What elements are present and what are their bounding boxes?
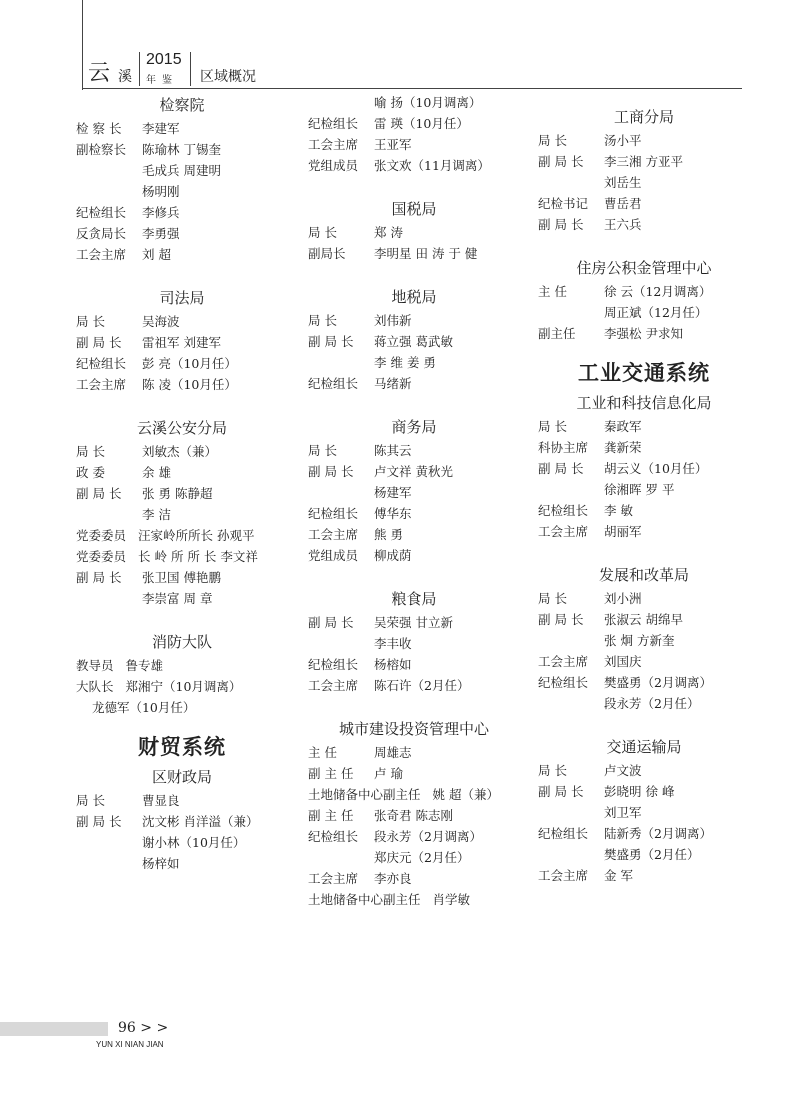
personnel-row xyxy=(308,134,520,155)
department-heading: 工商分局 xyxy=(613,108,674,126)
personnel-row xyxy=(538,214,750,235)
personnel-row xyxy=(538,151,750,172)
personnel-row xyxy=(538,479,750,500)
department-heading: 消防大队 xyxy=(151,633,212,651)
department-heading: 区财政局 xyxy=(151,768,212,786)
position-title: 纪检组长 xyxy=(308,657,359,672)
personnel-row xyxy=(308,826,520,847)
person-names: 喻 扬（10月调离） xyxy=(374,95,482,110)
position-title: 主 任 xyxy=(538,284,567,299)
position-title: 局 长 xyxy=(538,763,567,778)
position-title: 工会主席 xyxy=(308,871,359,886)
personnel-row xyxy=(538,781,750,802)
spacer xyxy=(76,265,288,285)
person-names: 李三湘 方亚平 xyxy=(604,154,683,169)
position-title: 纪检组长 xyxy=(76,356,127,371)
person-names: 李 敏 xyxy=(604,503,633,518)
spacer xyxy=(538,235,750,255)
personnel-row xyxy=(538,437,750,458)
person-names: 张卫国 傅艳鹏 xyxy=(142,570,221,585)
position-title: 党组成员 xyxy=(308,548,359,563)
spacer xyxy=(308,176,520,196)
position-title: 纪检组长 xyxy=(538,826,589,841)
personnel-row xyxy=(76,588,288,609)
person-names: 谢小林（10月任） xyxy=(142,835,246,850)
personnel-row xyxy=(76,525,288,546)
personnel-row xyxy=(76,311,288,332)
person-names: 刘敏杰（兼） xyxy=(142,444,218,459)
position-title: 副 局 长 xyxy=(538,784,584,799)
person-names: 马绪新 xyxy=(374,376,412,391)
person-names: 刘国庆 xyxy=(604,654,642,669)
personnel-row xyxy=(308,331,520,352)
position-title: 纪检组长 xyxy=(76,205,127,220)
personnel-row xyxy=(76,483,288,504)
person-names: 卢文祥 黄秋光 xyxy=(374,464,453,479)
person-names: 李勇强 xyxy=(142,226,180,241)
person-names: 沈文彬 肖洋溢（兼） xyxy=(142,814,259,829)
position-title: 纪检组长 xyxy=(308,116,359,131)
person-names: 汪家岭所所长 孙观平 xyxy=(138,528,255,543)
personnel-row xyxy=(308,92,520,113)
column-middle xyxy=(308,92,520,910)
position-title: 纪检组长 xyxy=(308,506,359,521)
department-heading: 检察院 xyxy=(159,96,205,114)
personnel-row xyxy=(538,760,750,781)
personnel-row xyxy=(308,503,520,524)
personnel-row xyxy=(308,222,520,243)
person-names: 彭 亮（10月任） xyxy=(142,356,237,371)
person-names: 彭晓明 徐 峰 xyxy=(604,784,675,799)
personnel-row xyxy=(308,847,520,868)
person-names: 熊 勇 xyxy=(374,527,403,542)
person-names: 徐湘晖 罗 平 xyxy=(604,482,675,497)
position-title: 工会主席 xyxy=(308,527,359,542)
personnel-row xyxy=(308,805,520,826)
position-title: 纪检组长 xyxy=(538,503,589,518)
person-names: 郑湘宁（10月调离） xyxy=(125,679,242,694)
position-title: 副 局 长 xyxy=(308,334,354,349)
position-title: 主 任 xyxy=(308,745,337,760)
department-heading: 发展和改革局 xyxy=(598,566,689,584)
person-names: 刘卫军 xyxy=(604,805,642,820)
person-names: 周雄志 xyxy=(374,745,412,760)
person-names: 秦政军 xyxy=(604,419,642,434)
person-names: 王亚军 xyxy=(374,137,412,152)
person-names: 毛成兵 周建明 xyxy=(142,163,221,178)
page-number: 96 > > xyxy=(118,1020,169,1036)
person-names: 刘 超 xyxy=(142,247,171,262)
personnel-row xyxy=(538,802,750,823)
person-names: 李建军 xyxy=(142,121,180,136)
person-names: 王六兵 xyxy=(604,217,642,232)
personnel-row xyxy=(308,654,520,675)
department-heading: 交通运输局 xyxy=(606,738,682,756)
personnel-row xyxy=(76,567,288,588)
column-right xyxy=(538,92,750,886)
person-names: 陈瑜林 丁锡奎 xyxy=(142,142,221,157)
personnel-row xyxy=(538,630,750,651)
personnel-row xyxy=(76,811,288,832)
position-title: 副 局 长 xyxy=(538,154,584,169)
person-names: 杨明刚 xyxy=(142,184,180,199)
person-names: 李崇富 周 章 xyxy=(142,591,213,606)
header-year: 2015 xyxy=(146,51,182,68)
personnel-row xyxy=(76,790,288,811)
person-names: 胡丽军 xyxy=(604,524,642,539)
position-title: 副 局 长 xyxy=(76,814,122,829)
header-yearbook-label: 年鉴 xyxy=(146,75,178,86)
personnel-row xyxy=(76,374,288,395)
personnel-row xyxy=(538,500,750,521)
header-vertical-rule xyxy=(82,0,83,90)
personnel-row xyxy=(538,521,750,542)
personnel-row xyxy=(308,675,520,696)
position-title: 副检察长 xyxy=(76,142,127,157)
person-names: 李 洁 xyxy=(142,507,171,522)
department-heading: 粮食局 xyxy=(391,590,437,608)
personnel-row xyxy=(308,545,520,566)
header-logo-main: 云 xyxy=(88,61,111,86)
position-title: 局 长 xyxy=(308,443,337,458)
spacer xyxy=(76,609,288,629)
position-title: 副 局 长 xyxy=(76,486,122,501)
person-names: 陈石许（2月任） xyxy=(374,678,470,693)
department-heading: 商务局 xyxy=(391,418,437,436)
header-logo-sub: 溪 xyxy=(118,69,132,85)
position-title: 工会主席 xyxy=(538,868,589,883)
person-names: 长 岭 所 所 长 李文祥 xyxy=(138,549,258,564)
personnel-row xyxy=(308,461,520,482)
department-heading: 住房公积金管理中心 xyxy=(576,259,712,277)
personnel-row xyxy=(76,676,288,697)
person-names: 张 勇 陈静超 xyxy=(142,486,213,501)
personnel-row xyxy=(76,244,288,265)
personnel-row xyxy=(538,609,750,630)
department-heading: 司法局 xyxy=(159,289,205,307)
personnel-row xyxy=(76,441,288,462)
personnel-row xyxy=(76,118,288,139)
spacer xyxy=(76,395,288,415)
personnel-row xyxy=(538,130,750,151)
personnel-row xyxy=(76,546,288,567)
person-names: 金 军 xyxy=(604,868,633,883)
spacer xyxy=(308,264,520,284)
person-names: 陆新秀（2月调离） xyxy=(604,826,712,841)
personnel-row xyxy=(308,373,520,394)
person-names: 樊盛勇（2月任） xyxy=(604,847,700,862)
position-title: 副 局 长 xyxy=(76,335,122,350)
person-names: 张奇君 陈志刚 xyxy=(374,808,453,823)
person-names: 雷祖军 刘建军 xyxy=(142,335,221,350)
personnel-row xyxy=(538,172,750,193)
spacer xyxy=(308,566,520,586)
personnel-row xyxy=(308,633,520,654)
personnel-row xyxy=(76,223,288,244)
spacer xyxy=(308,394,520,414)
position-title: 局 长 xyxy=(76,314,105,329)
person-names: 杨梓如 xyxy=(142,856,180,871)
personnel-row xyxy=(308,352,520,373)
personnel-row xyxy=(538,323,750,344)
personnel-row xyxy=(538,651,750,672)
person-names: 柳成荫 xyxy=(374,548,412,563)
personnel-row xyxy=(76,504,288,525)
person-names: 刘岳生 xyxy=(604,175,642,190)
personnel-row xyxy=(308,310,520,331)
person-names: 刘小洲 xyxy=(604,591,642,606)
personnel-row xyxy=(308,482,520,503)
position-title: 副主任 xyxy=(538,326,576,341)
personnel-row xyxy=(76,832,288,853)
personnel-row xyxy=(538,588,750,609)
person-names: 张文欢（11月调离） xyxy=(374,158,490,173)
person-names: 刘伟新 xyxy=(374,313,412,328)
personnel-row xyxy=(538,693,750,714)
person-names: 郑庆元（2月任） xyxy=(374,850,470,865)
spacer xyxy=(538,714,750,734)
header-horizontal-rule xyxy=(82,88,742,89)
position-title: 教导员 xyxy=(76,658,114,673)
footer-bar xyxy=(0,1022,108,1036)
person-names: 李明星 田 涛 于 健 xyxy=(374,246,478,261)
position-title: 副 局 长 xyxy=(308,615,354,630)
position-title: 工会主席 xyxy=(308,678,359,693)
position-title: 工会主席 xyxy=(538,524,589,539)
position-title: 党委委员 xyxy=(76,549,127,564)
position-title: 副 主 任 xyxy=(308,808,354,823)
personnel-row xyxy=(76,181,288,202)
personnel-row xyxy=(76,139,288,160)
personnel-row xyxy=(76,655,288,676)
position-title: 纪检组长 xyxy=(308,376,359,391)
position-title: 反贪局长 xyxy=(76,226,127,241)
person-names: 蒋立强 葛武敏 xyxy=(374,334,453,349)
position-title: 工会主席 xyxy=(538,654,589,669)
person-names: 余 雄 xyxy=(142,465,171,480)
position-title: 局 长 xyxy=(538,419,567,434)
spacer xyxy=(538,92,750,104)
position-title: 工会主席 xyxy=(76,377,127,392)
person-names: 周正斌（12月任） xyxy=(604,305,708,320)
personnel-row xyxy=(538,844,750,865)
personnel-row xyxy=(308,763,520,784)
header-separator-2 xyxy=(190,52,191,86)
position-title: 政 委 xyxy=(76,465,105,480)
spacer xyxy=(538,542,750,562)
personnel-row xyxy=(538,302,750,323)
personnel-row xyxy=(76,462,288,483)
person-names: 卢 瑜 xyxy=(374,766,403,781)
header-separator xyxy=(139,52,140,86)
personnel-row xyxy=(308,440,520,461)
person-names: 雷 瑛（10月任） xyxy=(374,116,469,131)
position-title: 副 局 长 xyxy=(538,461,584,476)
position-title: 副 局 长 xyxy=(538,217,584,232)
personnel-row xyxy=(308,889,520,910)
personnel-row xyxy=(308,784,520,805)
person-names: 李强松 尹求知 xyxy=(604,326,683,341)
personnel-row xyxy=(538,416,750,437)
personnel-row xyxy=(76,353,288,374)
personnel-row xyxy=(538,865,750,886)
personnel-row xyxy=(308,243,520,264)
position-title: 科协主席 xyxy=(538,440,589,455)
person-names: 姚 超（兼） xyxy=(432,787,499,802)
position-title: 检 察 长 xyxy=(76,121,122,136)
position-title: 党委委员 xyxy=(76,528,127,543)
personnel-row xyxy=(308,742,520,763)
person-names: 卢文波 xyxy=(604,763,642,778)
person-names: 李丰收 xyxy=(374,636,412,651)
person-names: 李亦良 xyxy=(374,871,412,886)
position-title: 副 局 长 xyxy=(308,464,354,479)
position-title: 局 长 xyxy=(76,444,105,459)
person-names: 杨建军 xyxy=(374,485,412,500)
personnel-row xyxy=(308,113,520,134)
person-names: 吴海波 xyxy=(142,314,180,329)
person-names: 胡云义（10月任） xyxy=(604,461,708,476)
position-title: 工会主席 xyxy=(76,247,127,262)
personnel-row xyxy=(538,823,750,844)
footer-english-title: YUN XI NIAN JIAN xyxy=(96,1040,164,1049)
personnel-row xyxy=(76,202,288,223)
personnel-row xyxy=(308,868,520,889)
spacer xyxy=(308,696,520,716)
spacer xyxy=(76,718,288,730)
position-title: 局 长 xyxy=(308,313,337,328)
header-section-title: 区域概况 xyxy=(200,69,256,85)
person-names: 杨榕如 xyxy=(374,657,412,672)
person-names: 樊盛勇（2月调离） xyxy=(604,675,712,690)
position-title: 局 长 xyxy=(76,793,105,808)
person-names: 傅华东 xyxy=(374,506,412,521)
personnel-row xyxy=(538,672,750,693)
position-title: 党组成员 xyxy=(308,158,359,173)
personnel-row xyxy=(308,612,520,633)
person-names: 陈 凌（10月任） xyxy=(142,377,237,392)
person-names: 徐 云（12月调离） xyxy=(604,284,712,299)
department-heading: 云溪公安分局 xyxy=(136,419,227,437)
position-title: 大队长 xyxy=(76,679,114,694)
personnel-row xyxy=(308,155,520,176)
person-names: 汤小平 xyxy=(604,133,642,148)
department-heading: 国税局 xyxy=(391,200,437,218)
column-left xyxy=(76,92,288,874)
position-title: 土地储备中心副主任 xyxy=(308,892,421,907)
person-names: 段永芳（2月调离） xyxy=(374,829,482,844)
person-names: 龚新荣 xyxy=(604,440,642,455)
person-names: 张 炯 方新奎 xyxy=(604,633,675,648)
person-names: 曹显良 xyxy=(142,793,180,808)
position-title: 副 主 任 xyxy=(308,766,354,781)
person-names: 陈其云 xyxy=(374,443,412,458)
spacer xyxy=(538,344,750,356)
person-names: 肖学敏 xyxy=(432,892,471,907)
person-names: 李 维 姜 勇 xyxy=(374,355,436,370)
person-names: 张淑云 胡绵早 xyxy=(604,612,683,627)
personnel-row xyxy=(538,193,750,214)
position-title: 纪检组长 xyxy=(538,675,589,690)
personnel-row xyxy=(76,160,288,181)
person-names: 李修兵 xyxy=(142,205,180,220)
personnel-row xyxy=(76,697,288,718)
personnel-row xyxy=(76,853,288,874)
department-heading: 地税局 xyxy=(391,288,437,306)
position-title: 纪检书记 xyxy=(538,196,589,211)
person-names: 龙德军（10月任） xyxy=(88,700,196,715)
person-names: 鲁专雄 xyxy=(125,658,164,673)
personnel-row xyxy=(308,524,520,545)
position-title: 工会主席 xyxy=(308,137,359,152)
system-heading: 工业交通系统 xyxy=(578,360,710,385)
person-names: 曹岳君 xyxy=(604,196,642,211)
position-title: 纪检组长 xyxy=(308,829,359,844)
position-title: 副 局 长 xyxy=(76,570,122,585)
position-title: 副 局 长 xyxy=(538,612,584,627)
personnel-row xyxy=(76,332,288,353)
system-heading: 财贸系统 xyxy=(138,734,226,759)
personnel-row xyxy=(538,281,750,302)
position-title: 副局长 xyxy=(308,246,346,261)
department-heading: 工业和科技信息化局 xyxy=(576,394,712,412)
person-names: 吴荣强 甘立新 xyxy=(374,615,453,630)
position-title: 局 长 xyxy=(538,133,567,148)
department-heading: 城市建设投资管理中心 xyxy=(338,720,489,738)
person-names: 郑 涛 xyxy=(374,225,403,240)
position-title: 局 长 xyxy=(538,591,567,606)
position-title: 土地储备中心副主任 xyxy=(308,787,421,802)
position-title: 局 长 xyxy=(308,225,337,240)
person-names: 段永芳（2月任） xyxy=(604,696,700,711)
personnel-row xyxy=(538,458,750,479)
